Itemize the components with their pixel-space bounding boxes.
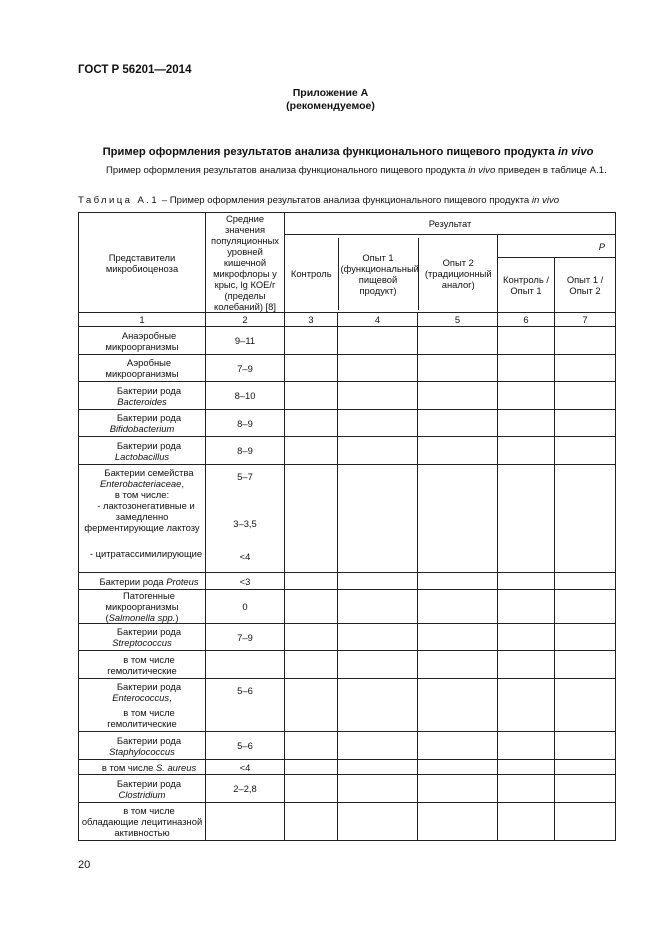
table-row	[79, 590, 616, 624]
column-number-row	[79, 313, 616, 327]
col2-header: Средние значения популяционных уровней кишечной микрофлоры у крыс, lg КОЕ/г (пределы колебаний) [8]	[206, 213, 285, 313]
col6-header: Контроль / Опыт 1	[498, 258, 555, 313]
row-value: <4	[206, 760, 285, 775]
table-row	[79, 573, 616, 590]
row-label: Бактерии семейства Enterobacteriaceae, в том числе: - лактозонегативные и замедленно ферментирующие лактозу - цитратассимилирующие	[79, 465, 206, 573]
row-value: 2–2,8	[206, 775, 285, 803]
row-value: 7–9	[206, 355, 285, 382]
row-value: 5–7	[237, 471, 253, 482]
table-caption: Таблица А.1 – Пример оформления результатов анализа функционального пищевого продукта in vivo	[78, 195, 560, 206]
section-heading: Пример оформления результатов анализа функционального пищевого продукта in vivo	[102, 146, 594, 158]
results-table	[78, 212, 616, 841]
col7-header: Опыт 1 / Опыт 2	[555, 258, 616, 313]
intro-paragraph: Пример оформления результатов анализа функционального пищевого продукта in vivo приведен в таблице А.1.	[106, 165, 607, 176]
row-value-group	[206, 465, 285, 573]
table-row	[79, 760, 616, 775]
colnum-2: 2	[206, 313, 285, 327]
row-label: Бактерии рода Streptococcus	[79, 624, 206, 651]
row-label: Аэробные микроорганизмы	[79, 355, 206, 382]
row-value: <3	[206, 573, 285, 590]
colnum-1: 1	[79, 313, 206, 327]
row-label: в том числе S. aureus	[79, 760, 206, 775]
page-number: 20	[78, 859, 91, 871]
appendix-subtitle: (рекомендуемое)	[286, 100, 375, 112]
row-value: 3–3,5	[233, 518, 257, 529]
colnum-4: 4	[338, 313, 418, 327]
table-row	[79, 327, 616, 355]
col5-header: Опыт 2 (традиционный аналог)	[424, 257, 492, 290]
row-value: 8–9	[206, 437, 285, 465]
row-label: Бактерии рода Staphylococcus	[79, 732, 206, 760]
table-row	[79, 624, 616, 651]
table-row	[79, 355, 616, 382]
appendix-title: Приложение А	[292, 87, 369, 99]
col1-header: Представители микробиоценоза	[79, 213, 206, 313]
table-row	[79, 679, 616, 732]
row-label: Бактерии рода Lactobacillus	[79, 437, 206, 465]
row-value: 5–6	[206, 732, 285, 760]
table-row	[79, 382, 616, 410]
table-row	[79, 803, 616, 841]
row-label: Бактерии рода Clostridium	[79, 775, 206, 803]
colnum-6: 6	[498, 313, 555, 327]
table-row	[79, 437, 616, 465]
table-row	[79, 732, 616, 760]
table-row	[79, 775, 616, 803]
row-value: <4	[239, 551, 251, 562]
row-label: Патогенные микроорганизмы (Salmonella spp.)	[79, 590, 206, 624]
row-value: 8–10	[206, 382, 285, 410]
result-sub-headers	[285, 235, 498, 313]
table-row	[79, 465, 616, 573]
row-label: Бактерии рода Bacteroides	[79, 382, 206, 410]
row-value: 9–11	[206, 327, 285, 355]
result-header: Результат	[285, 213, 616, 235]
row-label: в том числе обладающие лецитиназной активностью	[79, 803, 206, 841]
row-value: 5–6	[206, 679, 285, 732]
p-header: P	[498, 235, 616, 258]
row-label: в том числе гемолитические	[79, 651, 206, 679]
row-value: 0	[206, 590, 285, 624]
table-row	[79, 651, 616, 679]
row-label: Бактерии рода Enterococcus, в том числе гемолитические	[79, 679, 206, 732]
row-value	[206, 803, 285, 841]
table-row	[79, 410, 616, 437]
row-label: Анаэробные микроорганизмы	[79, 327, 206, 355]
row-value: 7–9	[206, 624, 285, 651]
row-value	[206, 651, 285, 679]
row-label: Бактерии рода Proteus	[79, 573, 206, 590]
row-value: 8–9	[206, 410, 285, 437]
colnum-5: 5	[418, 313, 498, 327]
colnum-7: 7	[555, 313, 616, 327]
colnum-3: 3	[285, 313, 338, 327]
col4-header: Опыт 1 (функциональный пищевой продукт)	[338, 238, 418, 310]
row-label: Бактерии рода Bifidobacterium	[79, 410, 206, 437]
document-header: ГОСТ Р 56201—2014	[78, 64, 192, 76]
col3-header: Контроль	[285, 238, 338, 310]
